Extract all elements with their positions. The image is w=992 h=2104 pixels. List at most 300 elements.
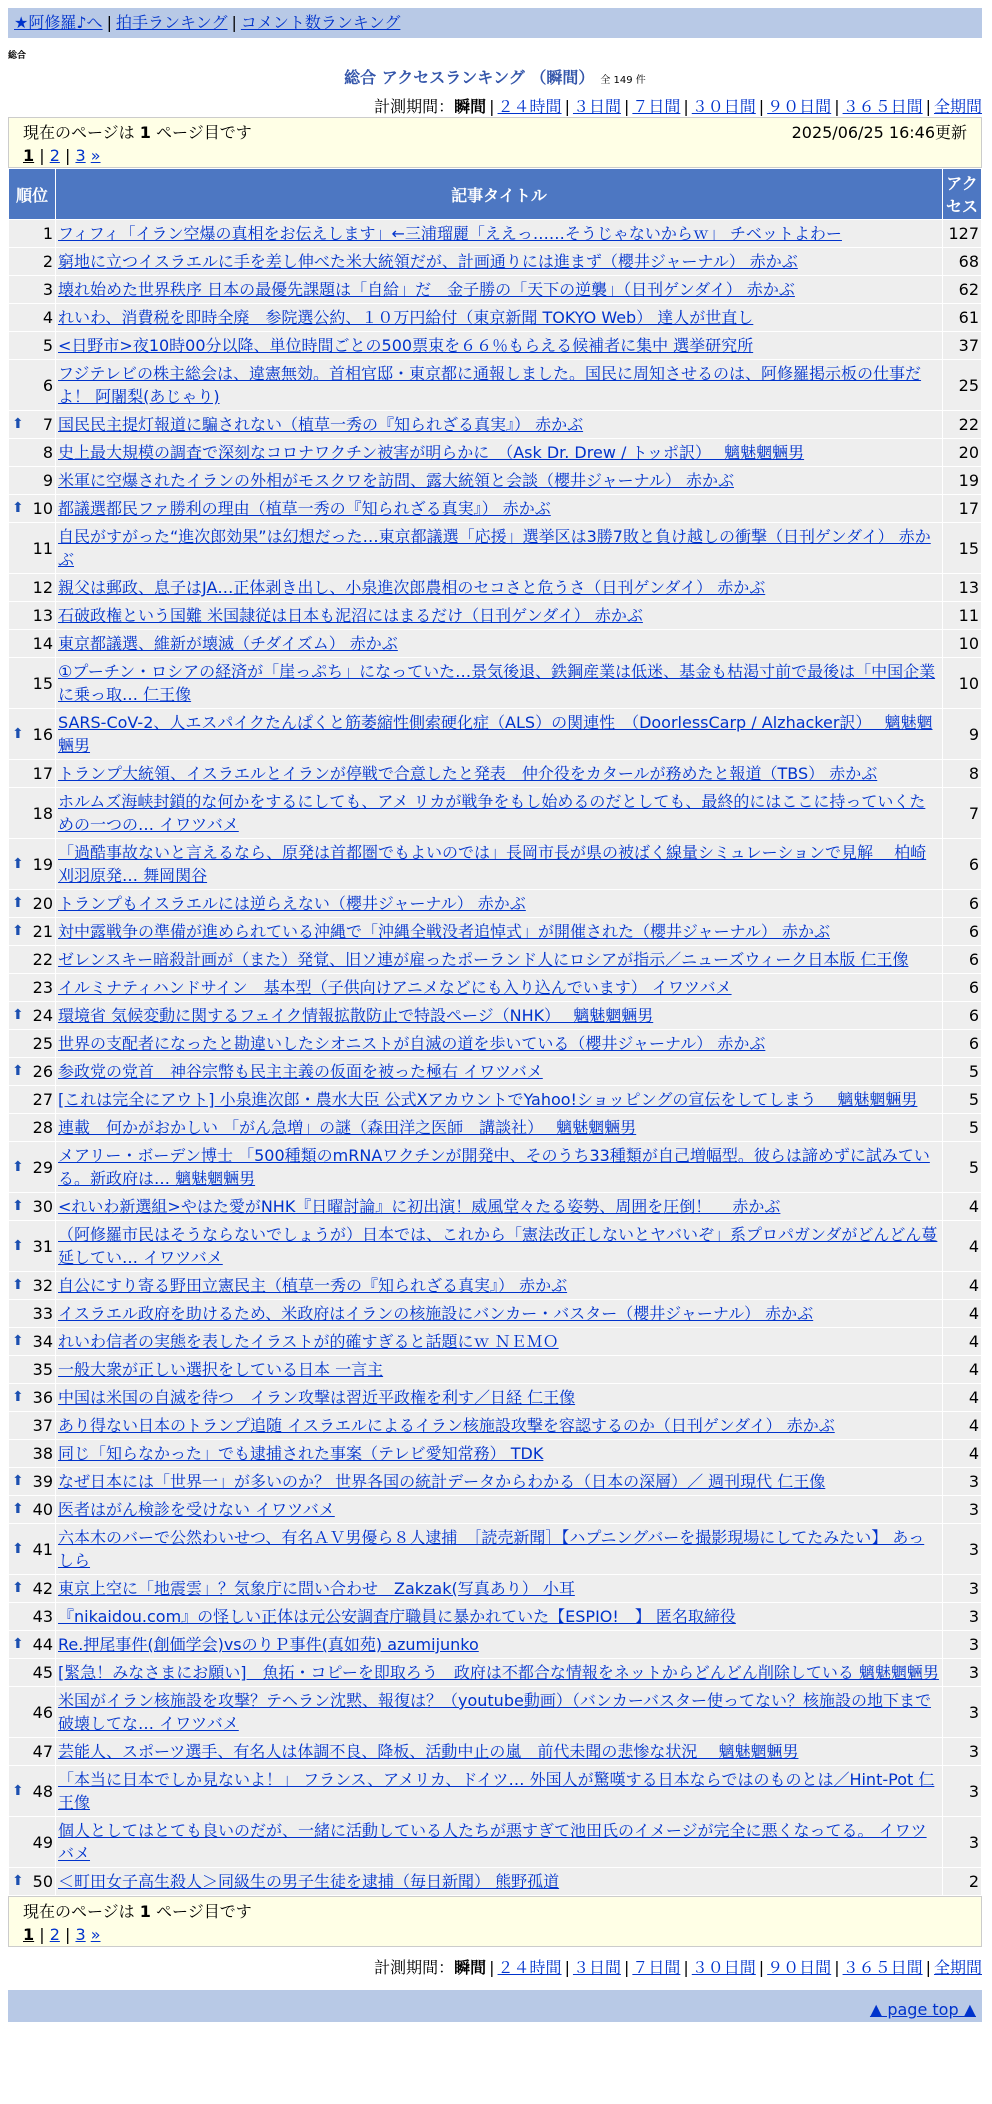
up-arrow-icon: ⬆	[12, 1636, 24, 1652]
rank-number: 47	[32, 1742, 53, 1761]
page-separator: |	[34, 1925, 50, 1944]
title-cell	[56, 574, 943, 602]
rank-cell	[9, 523, 56, 574]
article-link[interactable]: 東京都議選、維新が壊滅（チダイズム） 赤かぶ	[58, 634, 398, 653]
table-row	[9, 602, 982, 630]
table-row	[9, 1468, 982, 1496]
article-link[interactable]: れいわ、消費税を即時全廃 参院選公約、１０万円給付（東京新聞 TOKYO Web） 達人が世直し	[58, 308, 754, 327]
period-link-6[interactable]: 全期間	[933, 1958, 982, 1977]
period-link-5[interactable]: ３６５日間	[842, 1958, 923, 1977]
title-cell	[56, 1868, 943, 1896]
table-row	[9, 574, 982, 602]
item-count: 全 149 件	[600, 75, 646, 86]
title-cell	[56, 709, 943, 760]
table-row	[9, 1687, 982, 1738]
rank-cell	[9, 1868, 56, 1896]
access-count: 22	[943, 411, 982, 439]
rank-number: 42	[32, 1579, 53, 1598]
article-link[interactable]: Re.押尾事件(創価学会)vsのりＰ事件(真如苑) azumijunko	[58, 1635, 479, 1654]
up-arrow-icon: ⬆	[12, 1333, 24, 1349]
article-link[interactable]: 「本当に日本でしか見ないよ！」 フランス、アメリカ、ドイツ… 外国人が驚嘆する日本ならではのものとは／Hint-Pot 仁王像	[58, 1770, 935, 1812]
page-top-link[interactable]: ▲ page top ▲	[869, 2000, 976, 2019]
rank-cell	[9, 974, 56, 1002]
access-count: 6	[943, 839, 982, 890]
access-count: 4	[943, 1440, 982, 1468]
article-link[interactable]: 石破政権という国難 米国隷従は日本も泥沼にはまるだけ（日刊ゲンダイ） 赤かぶ	[58, 606, 643, 625]
up-arrow-icon: ⬆	[12, 500, 24, 516]
page-separator: |	[59, 1925, 76, 1944]
access-count: 4	[943, 1221, 982, 1272]
title-cell	[56, 276, 943, 304]
period-label: 計測期間：	[374, 97, 455, 116]
rank-number: 38	[32, 1444, 53, 1463]
article-link[interactable]: 六本木のバーで公然わいせつ、有名ＡＶ男優ら８人逮捕 ［読売新聞］【ハプニングバーを撮影現場にしてたみたい】 あっしら	[58, 1528, 925, 1570]
article-link[interactable]: あり得ない日本のトランプ追随 イスラエルによるイラン核施設攻撃を容認するのか（日刊ゲンダイ） 赤かぶ	[58, 1416, 835, 1435]
rank-cell	[9, 1193, 56, 1221]
article-link[interactable]: 自公にすり寄る野田立憲民主（植草一秀の『知られざる真実』） 赤かぶ	[58, 1276, 568, 1295]
article-link[interactable]: 親父は郵政、息子はJA…正体剥き出し、小泉進次郎農相のセコさと危うさ（日刊ゲンダイ） 赤かぶ	[58, 578, 766, 597]
table-row	[9, 1384, 982, 1412]
rank-number: 48	[32, 1781, 53, 1801]
up-arrow-icon: ⬆	[12, 1389, 24, 1405]
up-arrow-icon: ⬆	[12, 1782, 24, 1799]
rank-number: 41	[32, 1539, 53, 1559]
rank-cell	[9, 1766, 56, 1817]
article-link[interactable]: 壊れ始めた世界秩序 日本の最優先課題は「自給」だ 金子勝の「天下の逆襲」（日刊ゲンダイ） 赤かぶ	[58, 280, 795, 299]
article-link[interactable]: トランプ大統領、イスラエルとイランが停戦で合意したと発表 仲介役をカタールが務めたと報道（TBS） 赤かぶ	[58, 764, 878, 783]
access-count: 3	[943, 1659, 982, 1687]
title-cell	[56, 1603, 943, 1631]
title-cell	[56, 411, 943, 439]
up-arrow-icon: ⬆	[12, 416, 24, 432]
article-link[interactable]: フィフィ「イラン空爆の真相をお伝えします」←三浦瑠麗「ええっ……そうじゃないからｗ」 チベットよわー	[58, 224, 842, 243]
article-link[interactable]: ホルムズ海峡封鎖的な何かをするにしても、アメ リカが戦争をもし始めるのだとしても、最終的にはここに持っていくための一つの… イワツバメ	[58, 792, 926, 834]
period-separator: |	[564, 1958, 570, 1977]
rank-number: 2	[42, 252, 53, 271]
rank-number: 49	[32, 1832, 53, 1852]
period-separator: |	[683, 97, 689, 116]
table-row	[9, 1440, 982, 1468]
rank-number: 1	[42, 224, 53, 243]
rank-number: 34	[32, 1332, 53, 1351]
access-count: 6	[943, 974, 982, 1002]
period-link-5[interactable]: ３６５日間	[842, 97, 923, 116]
access-count: 11	[943, 602, 982, 630]
rank-number: 19	[32, 854, 53, 874]
rank-cell	[9, 1412, 56, 1440]
table-row	[9, 495, 982, 523]
table-row	[9, 1817, 982, 1868]
period-link-4[interactable]: ９０日間	[767, 1958, 832, 1977]
home-link[interactable]: ★阿修羅♪へ	[14, 13, 103, 32]
rank-cell	[9, 1687, 56, 1738]
access-count: 3	[943, 1631, 982, 1659]
table-row	[9, 1496, 982, 1524]
rank-cell	[9, 1440, 56, 1468]
access-count: 9	[943, 709, 982, 760]
rank-number: 50	[32, 1872, 53, 1891]
title-cell	[56, 1300, 943, 1328]
article-link[interactable]: SARS-CoV-2、人エスパイクたんぱくと筋萎縮性側索硬化症（ALS）の関連性 （DoorlessCarp / Alzhacker訳） 魑魅魍魎男	[58, 713, 933, 755]
access-count: 4	[943, 1412, 982, 1440]
table-row	[9, 1738, 982, 1766]
article-link[interactable]: 対中露戦争の準備が進められている沖縄で「沖縄全戦没者追悼式」が開催された（櫻井ジャーナル） 赤かぶ	[58, 922, 830, 941]
table-row	[9, 1412, 982, 1440]
period-link-6[interactable]: 全期間	[933, 97, 982, 116]
access-count: 6	[943, 1030, 982, 1058]
title-cell	[56, 332, 943, 360]
access-count: 13	[943, 574, 982, 602]
table-row	[9, 1575, 982, 1603]
page-link-2[interactable]: 2	[49, 146, 60, 165]
rank-number: 18	[32, 803, 53, 823]
period-separator: |	[489, 97, 495, 116]
title-cell	[56, 360, 943, 411]
ranking-table	[8, 168, 982, 1896]
page-link-3[interactable]: 3	[75, 146, 86, 165]
article-link[interactable]: 個人としてはとても良いのだが、一緒に活動している人たちが悪すぎて池田氏のイメージが完全に悪くなってる。 イワツバメ	[58, 1821, 927, 1863]
article-link[interactable]: 窮地に立つイスラエルに手を差し伸べた米大統領だが、計画通りには進まず（櫻井ジャーナル） 赤かぶ	[58, 252, 798, 271]
access-count: 4	[943, 1300, 982, 1328]
title-cell	[56, 248, 943, 276]
page-separator: |	[34, 146, 50, 165]
title-cell	[56, 974, 943, 1002]
title-cell	[56, 946, 943, 974]
rank-cell	[9, 602, 56, 630]
rank-number: 17	[32, 764, 53, 783]
period-label: 計測期間：	[374, 1958, 455, 1977]
table-row	[9, 1002, 982, 1030]
period-separator: |	[623, 1958, 630, 1977]
rank-cell	[9, 890, 56, 918]
up-arrow-icon: ⬆	[12, 1580, 24, 1596]
title-cell	[56, 1738, 943, 1766]
table-row	[9, 709, 982, 760]
period-link-3[interactable]: ３０日間	[691, 97, 756, 116]
table-row	[9, 248, 982, 276]
table-row	[9, 304, 982, 332]
title-cell	[56, 1496, 943, 1524]
table-row	[9, 1058, 982, 1086]
title-cell	[56, 630, 943, 658]
article-link[interactable]: 同じ「知らなかった」でも逮捕された事案（テレビ愛知常務） TDK	[58, 1444, 544, 1463]
article-link[interactable]: 医者はがん検診を受けない イワツバメ	[58, 1500, 335, 1519]
title-cell	[56, 1659, 943, 1687]
period-link-0[interactable]: ２４時間	[497, 1958, 562, 1977]
article-link[interactable]: 連載 何かがおかしい 「がん急増」の謎（森田洋之医師 講談社） 魑魅魍魎男	[58, 1118, 637, 1137]
title-cell	[56, 1272, 943, 1300]
table-row	[9, 760, 982, 788]
article-link[interactable]: 中国は米国の自滅を待つ イラン攻撃は習近平政権を利す／日経 仁王像	[58, 1388, 576, 1407]
rank-cell	[9, 1086, 56, 1114]
table-row	[9, 1631, 982, 1659]
period-link-0[interactable]: ２４時間	[497, 97, 562, 116]
rank-number: 23	[32, 978, 53, 997]
access-count: 19	[943, 467, 982, 495]
rank-cell	[9, 332, 56, 360]
article-link[interactable]: れいわ信者の実態を表したイラストが的確すぎると話題にｗ ＮＥＭＯ	[58, 1332, 559, 1351]
article-link[interactable]: 米国がイラン核施設を攻撃？テヘラン沈黙、報復は？（youtube動画）（バンカーバスター使ってない？核施設の地下まで破壊してな… イワツバメ	[58, 1691, 932, 1733]
table-row	[9, 658, 982, 709]
up-arrow-icon: ⬆	[12, 1873, 24, 1889]
page-link-»[interactable]: »	[90, 1925, 101, 1944]
rank-cell	[9, 658, 56, 709]
rank-cell	[9, 439, 56, 467]
comment-ranking-link[interactable]: コメント数ランキング	[240, 13, 401, 32]
period-separator: |	[758, 1958, 765, 1977]
rank-number: 46	[32, 1702, 53, 1722]
article-link[interactable]: 世界の支配者になったと勘違いしたシオニストが自滅の道を歩いている（櫻井ジャーナル） 赤かぶ	[58, 1034, 766, 1053]
access-count: 6	[943, 918, 982, 946]
rank-number: 7	[42, 415, 53, 434]
access-count: 5	[943, 1058, 982, 1086]
period-link-1[interactable]: ３日間	[572, 97, 621, 116]
up-arrow-icon: ⬆	[12, 895, 24, 911]
current-page-text: 現在のページは 1 ページ目です	[23, 123, 252, 142]
article-link[interactable]: 一般大衆が正しい選択をしている日本 一言主	[58, 1360, 384, 1379]
table-row	[9, 890, 982, 918]
rank-number: 40	[32, 1500, 53, 1519]
rank-cell	[9, 1496, 56, 1524]
article-link[interactable]: <れいわ新選組>やはた愛がNHK『日曜討論』に初出演！威風堂々たる姿勢、周囲を圧倒！ 赤かぶ	[58, 1197, 781, 1216]
rank-number: 26	[32, 1062, 53, 1081]
access-count: 3	[943, 1817, 982, 1868]
title-cell	[56, 788, 943, 839]
rank-cell	[9, 1631, 56, 1659]
rank-cell	[9, 276, 56, 304]
rank-cell	[9, 788, 56, 839]
title-cell	[56, 1468, 943, 1496]
rank-cell	[9, 574, 56, 602]
article-link[interactable]: イルミナティハンドサイン 基本型（子供向けアニメなどにも入り込んでいます） イワツバメ	[58, 978, 732, 997]
table-row	[9, 523, 982, 574]
access-count: 6	[943, 946, 982, 974]
pager-bottom	[8, 1896, 982, 1947]
up-arrow-icon: ⬆	[12, 1540, 24, 1557]
category-label: 総合	[8, 51, 27, 61]
article-link[interactable]: 芸能人、スポーツ選手、有名人は体調不良、降板、活動中止の嵐 前代未聞の悲惨な状況 魑魅魍魎男	[58, 1742, 799, 1761]
access-count: 5	[943, 1086, 982, 1114]
page-link-»[interactable]: »	[90, 146, 101, 165]
access-header: アクセス	[943, 169, 982, 220]
rank-cell	[9, 467, 56, 495]
rank-number: 29	[32, 1157, 53, 1177]
article-link[interactable]: <日野市>夜10時00分以降、単位時間ごとの500票束を６６％もらえる候補者に集中 選挙研究所	[58, 336, 754, 355]
up-arrow-icon: ⬆	[12, 1501, 24, 1517]
article-link[interactable]: なぜ日本には「世界一」が多いのか？ 世界各国の統計データからわかる（日本の深層）／ 週刊現代 仁王像	[58, 1472, 826, 1491]
title-cell	[56, 1631, 943, 1659]
title-cell	[56, 220, 943, 248]
article-link[interactable]: [これは完全にアウト] 小泉進次郎・農水大臣 公式XアカウントでYahoo!ショッピングの宣伝をしてしまう 魑魅魍魎男	[58, 1090, 918, 1109]
up-arrow-icon: ⬆	[12, 855, 24, 872]
rank-cell	[9, 1384, 56, 1412]
access-count: 4	[943, 1384, 982, 1412]
footer-bar	[8, 1990, 982, 2022]
rank-cell	[9, 760, 56, 788]
period-link-4[interactable]: ９０日間	[767, 97, 832, 116]
table-row	[9, 1328, 982, 1356]
rank-cell	[9, 1659, 56, 1687]
title-cell	[56, 602, 943, 630]
applause-ranking-link[interactable]: 拍手ランキング	[115, 13, 228, 32]
table-row	[9, 1766, 982, 1817]
page-links	[23, 146, 967, 165]
access-count: 4	[943, 1356, 982, 1384]
period-link-2[interactable]: ７日間	[632, 97, 681, 116]
title-cell	[56, 439, 943, 467]
title-cell	[56, 1142, 943, 1193]
rank-number: 5	[42, 336, 53, 355]
article-link[interactable]: 米軍に空爆されたイランの外相がモスクワを訪問、露大統領と会談（櫻井ジャーナル） 赤かぶ	[58, 471, 734, 490]
article-link[interactable]: ①プーチン・ロシアの経済が「崖っぷち」になっていた…景気後退、鉄鋼産業は低迷、基金も枯渇寸前で最後は「中国企業に乗っ取… 仁王像	[58, 662, 936, 704]
rank-cell	[9, 839, 56, 890]
updated-timestamp: 2025/06/25 16:46更新	[791, 123, 967, 142]
title-cell	[56, 1086, 943, 1114]
period-link-2[interactable]: ７日間	[632, 1958, 681, 1977]
table-row	[9, 1356, 982, 1384]
period-link-3[interactable]: ３０日間	[691, 1958, 756, 1977]
up-arrow-icon: ⬆	[12, 1007, 24, 1023]
title-cell	[56, 839, 943, 890]
access-count: 3	[943, 1524, 982, 1575]
rank-cell	[9, 918, 56, 946]
article-link[interactable]: 国民民主提灯報道に騙されない（植草一秀の『知られざる真実』） 赤かぶ	[58, 415, 584, 434]
rank-number: 27	[32, 1090, 53, 1109]
period-current: 瞬間	[454, 97, 487, 116]
rank-number: 6	[42, 375, 53, 395]
rank-number: 43	[32, 1607, 53, 1626]
article-link[interactable]: ゼレンスキー暗殺計画が（また）発覚、旧ソ連が雇ったポーランド人にロシアが指示／ニューズウィーク日本版 仁王像	[58, 950, 909, 969]
article-link[interactable]: [緊急！みなさまにお願い] 魚拓・コピーを即取ろう 政府は不都合な情報をネットからどんどん削除している 魑魅魍魎男	[58, 1663, 939, 1682]
access-count: 2	[943, 1868, 982, 1896]
table-row	[9, 467, 982, 495]
title-cell	[56, 1817, 943, 1868]
table-row	[9, 1868, 982, 1896]
access-count: 10	[943, 658, 982, 709]
title-cell	[56, 1221, 943, 1272]
rank-number: 22	[32, 950, 53, 969]
article-link[interactable]: 都議選都民ファ勝利の理由（植草一秀の『知られざる真実』） 赤かぶ	[58, 499, 551, 518]
rank-cell	[9, 1058, 56, 1086]
article-link[interactable]: 史上最大規模の調査で深刻なコロナワクチン被害が明らかに （Ask Dr. Drew / トッポ訳） 魑魅魍魎男	[58, 443, 805, 462]
rank-cell	[9, 1603, 56, 1631]
rank-number: 37	[32, 1416, 53, 1435]
article-link[interactable]: イスラエル政府を助けるため、米政府はイランの核施設にバンカー・バスター（櫻井ジャーナル） 赤かぶ	[58, 1304, 814, 1323]
title-cell	[56, 1058, 943, 1086]
table-row	[9, 1086, 982, 1114]
article-link[interactable]: トランプもイスラエルには逆らえない（櫻井ジャーナル） 赤かぶ	[58, 894, 526, 913]
rank-number: 14	[32, 634, 53, 653]
rank-cell	[9, 709, 56, 760]
rank-number: 3	[42, 280, 53, 299]
table-row	[9, 439, 982, 467]
up-arrow-icon: ⬆	[12, 1473, 24, 1489]
page-link-2[interactable]: 2	[49, 1925, 60, 1944]
rank-number: 30	[32, 1197, 53, 1216]
rank-number: 35	[32, 1360, 53, 1379]
table-row	[9, 411, 982, 439]
article-link[interactable]: 参政党の党首 神谷宗幣も民主主義の仮面を被った極右 イワツバメ	[58, 1062, 543, 1081]
rank-number: 21	[32, 922, 53, 941]
page-link-3[interactable]: 3	[75, 1925, 86, 1944]
up-arrow-icon: ⬆	[12, 1277, 24, 1293]
rank-number: 45	[32, 1663, 53, 1682]
rank-cell	[9, 1575, 56, 1603]
rank-number: 8	[42, 443, 53, 462]
article-link[interactable]: フジテレビの株主総会は、違憲無効。首相官邸・東京都に通報しました。国民に周知させるのは、阿修羅掲示板の仕事だよ！ 阿闍梨(あじゃり)	[58, 364, 922, 406]
article-link[interactable]: 東京上空に「地震雲」？気象庁に問い合わせ Zakzak(写真あり） 小耳	[58, 1579, 575, 1598]
access-count: 6	[943, 890, 982, 918]
access-count: 25	[943, 360, 982, 411]
rank-cell	[9, 1221, 56, 1272]
period-separator: |	[623, 97, 630, 116]
table-row	[9, 630, 982, 658]
title-cell	[56, 1766, 943, 1817]
title-cell	[56, 1002, 943, 1030]
rank-number: 12	[32, 578, 53, 597]
rank-number: 20	[32, 894, 53, 913]
access-count: 6	[943, 1002, 982, 1030]
up-arrow-icon: ⬆	[12, 1237, 24, 1254]
period-separator: |	[683, 1958, 689, 1977]
table-row	[9, 974, 982, 1002]
rank-number: 32	[32, 1276, 53, 1295]
period-separator: |	[758, 97, 765, 116]
page-separator: |	[59, 146, 76, 165]
article-link[interactable]: 自民がすがった“進次郎効果”は幻想だった…東京都議選「応援」選挙区は3勝7敗と負け越しの衝撃（日刊ゲンダイ） 赤かぶ	[58, 527, 931, 569]
article-link[interactable]: 環境省 気候変動に関するフェイク情報拡散防止で特設ページ（NHK） 魑魅魍魎男	[58, 1006, 654, 1025]
article-link[interactable]: ＜町田女子高生殺人＞同級生の男子生徒を逮捕（毎日新聞） 熊野孤道	[58, 1872, 560, 1891]
title-cell	[56, 918, 943, 946]
period-separator: |	[834, 97, 840, 116]
access-count: 3	[943, 1496, 982, 1524]
pager-top	[8, 117, 982, 168]
up-arrow-icon: ⬆	[12, 923, 24, 939]
rank-cell	[9, 1300, 56, 1328]
article-link[interactable]: （阿修羅市民はそうならないでしょうが）日本では、これから「憲法改正しないとヤバいぞ」系プロパガンダがどんどん蔓延してい… イワツバメ	[58, 1225, 938, 1267]
up-arrow-icon: ⬆	[12, 725, 24, 742]
access-count: 4	[943, 1272, 982, 1300]
rank-number: 24	[32, 1006, 53, 1025]
title-cell	[56, 760, 943, 788]
article-link[interactable]: 「過酷事故ないと言えるなら、原発は首都圏でもよいのでは」長岡市長が県の被ばく線量シミュレーションで見解 柏崎刈羽原発… 舞岡関谷	[58, 843, 927, 885]
rank-cell	[9, 1738, 56, 1766]
access-count: 127	[943, 220, 982, 248]
rank-cell	[9, 1328, 56, 1356]
title-cell	[56, 1524, 943, 1575]
rank-cell	[9, 1114, 56, 1142]
rank-number: 11	[32, 538, 53, 558]
period-link-1[interactable]: ３日間	[572, 1958, 621, 1977]
access-count: 20	[943, 439, 982, 467]
rank-cell	[9, 1002, 56, 1030]
rank-number: 15	[32, 673, 53, 693]
table-row	[9, 276, 982, 304]
table-row	[9, 1300, 982, 1328]
title-cell	[56, 1030, 943, 1058]
table-row	[9, 788, 982, 839]
article-link[interactable]: メアリー・ボーデン博士 「500種類のmRNAワクチンが開発中、そのうち33種類が自己増幅型。彼らは諦めずに試みている。新政府は… 魑魅魍魎男	[58, 1146, 930, 1188]
access-count: 3	[943, 1575, 982, 1603]
rank-number: 13	[32, 606, 53, 625]
title-cell	[56, 658, 943, 709]
period-selector	[8, 94, 982, 117]
article-link[interactable]: 『nikaidou.com』の怪しい正体は元公安調査庁職員に暴かれていた【ESPIO! 】 匿名取締役	[58, 1607, 736, 1626]
title-cell	[56, 1412, 943, 1440]
access-count: 7	[943, 788, 982, 839]
rank-cell	[9, 630, 56, 658]
title-cell	[56, 523, 943, 574]
